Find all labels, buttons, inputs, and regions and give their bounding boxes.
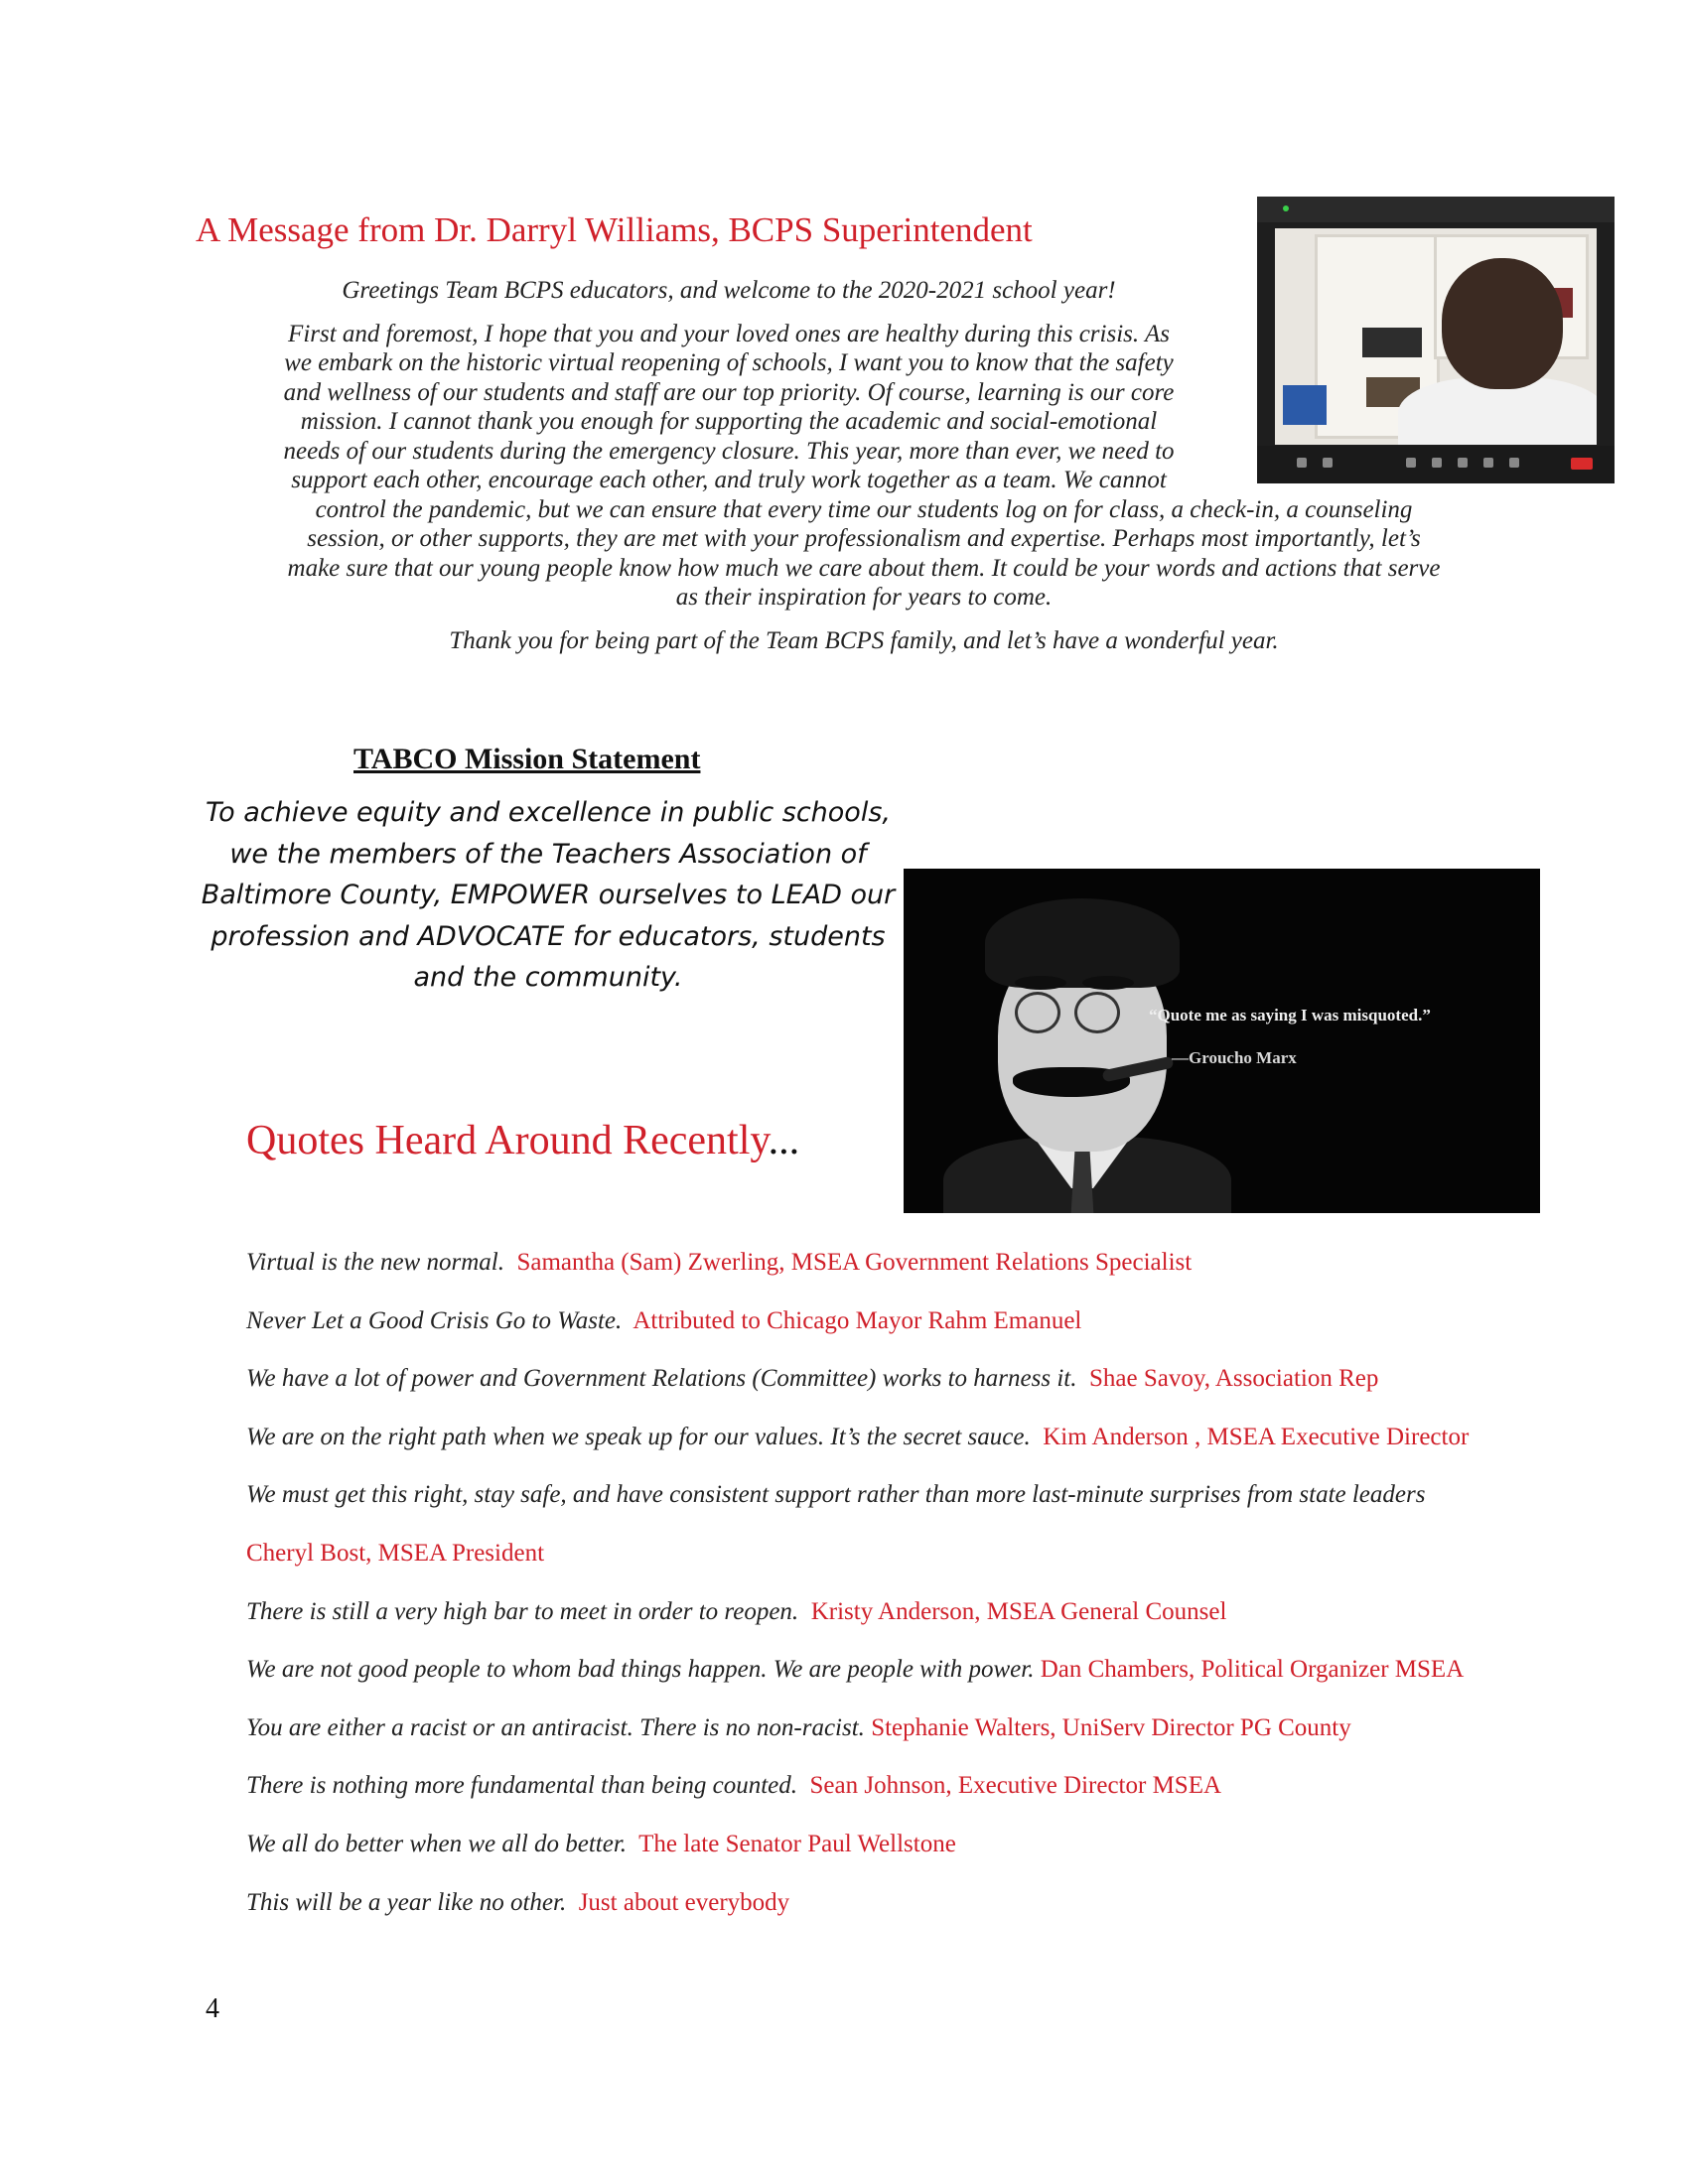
quote-item: There is still a very high bar to meet in order to reopen. Kristy Anderson, MSEA General Counsel bbox=[246, 1597, 1227, 1625]
superintendent-message-title: A Message from Dr. Darryl Williams, BCPS Superintendent bbox=[196, 210, 1033, 249]
quote-item: We all do better when we all do better. The late Senator Paul Wellstone bbox=[246, 1830, 956, 1857]
quotes-section-title bbox=[246, 1117, 799, 1164]
mission-statement-title: TABCO Mission Statement bbox=[353, 743, 701, 775]
quote-item: Cheryl Bost, MSEA President bbox=[246, 1539, 545, 1567]
groucho-attribution: —Groucho Marx bbox=[1172, 1048, 1297, 1067]
quotes-title-ellipsis: ... bbox=[768, 1118, 800, 1163]
video-call-top-bar bbox=[1257, 197, 1615, 222]
quote-item: There is nothing more fundamental than being counted. Sean Johnson, Executive Director MSEA bbox=[246, 1772, 1222, 1800]
letter-closing: Thank you for being part of the Team BCPS family, and let’s have a wonderful year. bbox=[449, 626, 1279, 654]
quotes-list bbox=[246, 1248, 1656, 1946]
quote-item: Never Let a Good Crisis Go to Waste. Attributed to Chicago Mayor Rahm Emanuel bbox=[246, 1306, 1082, 1334]
mission-statement-text: To achieve equity and excellence in public schools, we the members of the Teachers Association of Baltimore County, EMPOWER ourselves to LEAD our profession and ADVOCATE for educators, students and the community. bbox=[201, 797, 896, 993]
quote-item: We are not good people to whom bad things happen. We are people with power. Dan Chambers, Political Organizer MSEA bbox=[246, 1656, 1465, 1684]
end-call-button bbox=[1571, 458, 1593, 470]
groucho-marx-quote-image bbox=[904, 869, 1540, 1213]
letter-greeting: Greetings Team BCPS educators, and welcome to the 2020-2021 school year! bbox=[342, 277, 1116, 304]
quote-item: We are on the right path when we speak up for our values. It’s the secret sauce. Kim Anderson , MSEA Executive Director bbox=[246, 1423, 1470, 1450]
quote-item: You are either a racist or an antiracist. There is no non-racist. Stephanie Walters, UniServ Director PG County bbox=[246, 1713, 1351, 1741]
person-head bbox=[1442, 258, 1563, 389]
superintendent-letter bbox=[283, 276, 1445, 669]
page-number: 4 bbox=[206, 1993, 219, 2024]
quote-item: Virtual is the new normal. Samantha (Sam) Zwerling, MSEA Government Relations Specialist bbox=[246, 1249, 1193, 1276]
groucho-quote: “Quote me as saying I was misquoted.” bbox=[1149, 1006, 1431, 1024]
letter-body: First and foremost, I hope that you and your loved ones are healthy during this crisis. As we embark on the historic virtual reopening of schools, I want you to know that the safety and wellness of our students and staff are our top priority. Of course, learning is our core mission. I cannot thank you enough for supporting the academic and social-emotional needs of our students during the emergency closure. This year, more than ever, we need to support each other, encourage each other, and truly work together as a team. We cannot control the pandemic, but we can ensure that every time our students log on for class, a check-in, a counseling session, or other supports, they are met with your professionalism and expertise. Perhaps most importantly, let’s make sure that our young people know how much we care about them. It could be your words and actions that serve as their inspiration for years to come. bbox=[283, 320, 1441, 611]
quotes-title-text: Quotes Heard Around Recently bbox=[246, 1118, 769, 1163]
quote-item: We must get this right, stay safe, and have consistent support rather than more last-minute surprises from state leaders bbox=[246, 1481, 1426, 1509]
quote-item: This will be a year like no other. Just about everybody bbox=[246, 1888, 790, 1916]
quote-item: We have a lot of power and Government Relations (Committee) works to harness it. Shae Savoy, Association Rep bbox=[246, 1365, 1379, 1393]
